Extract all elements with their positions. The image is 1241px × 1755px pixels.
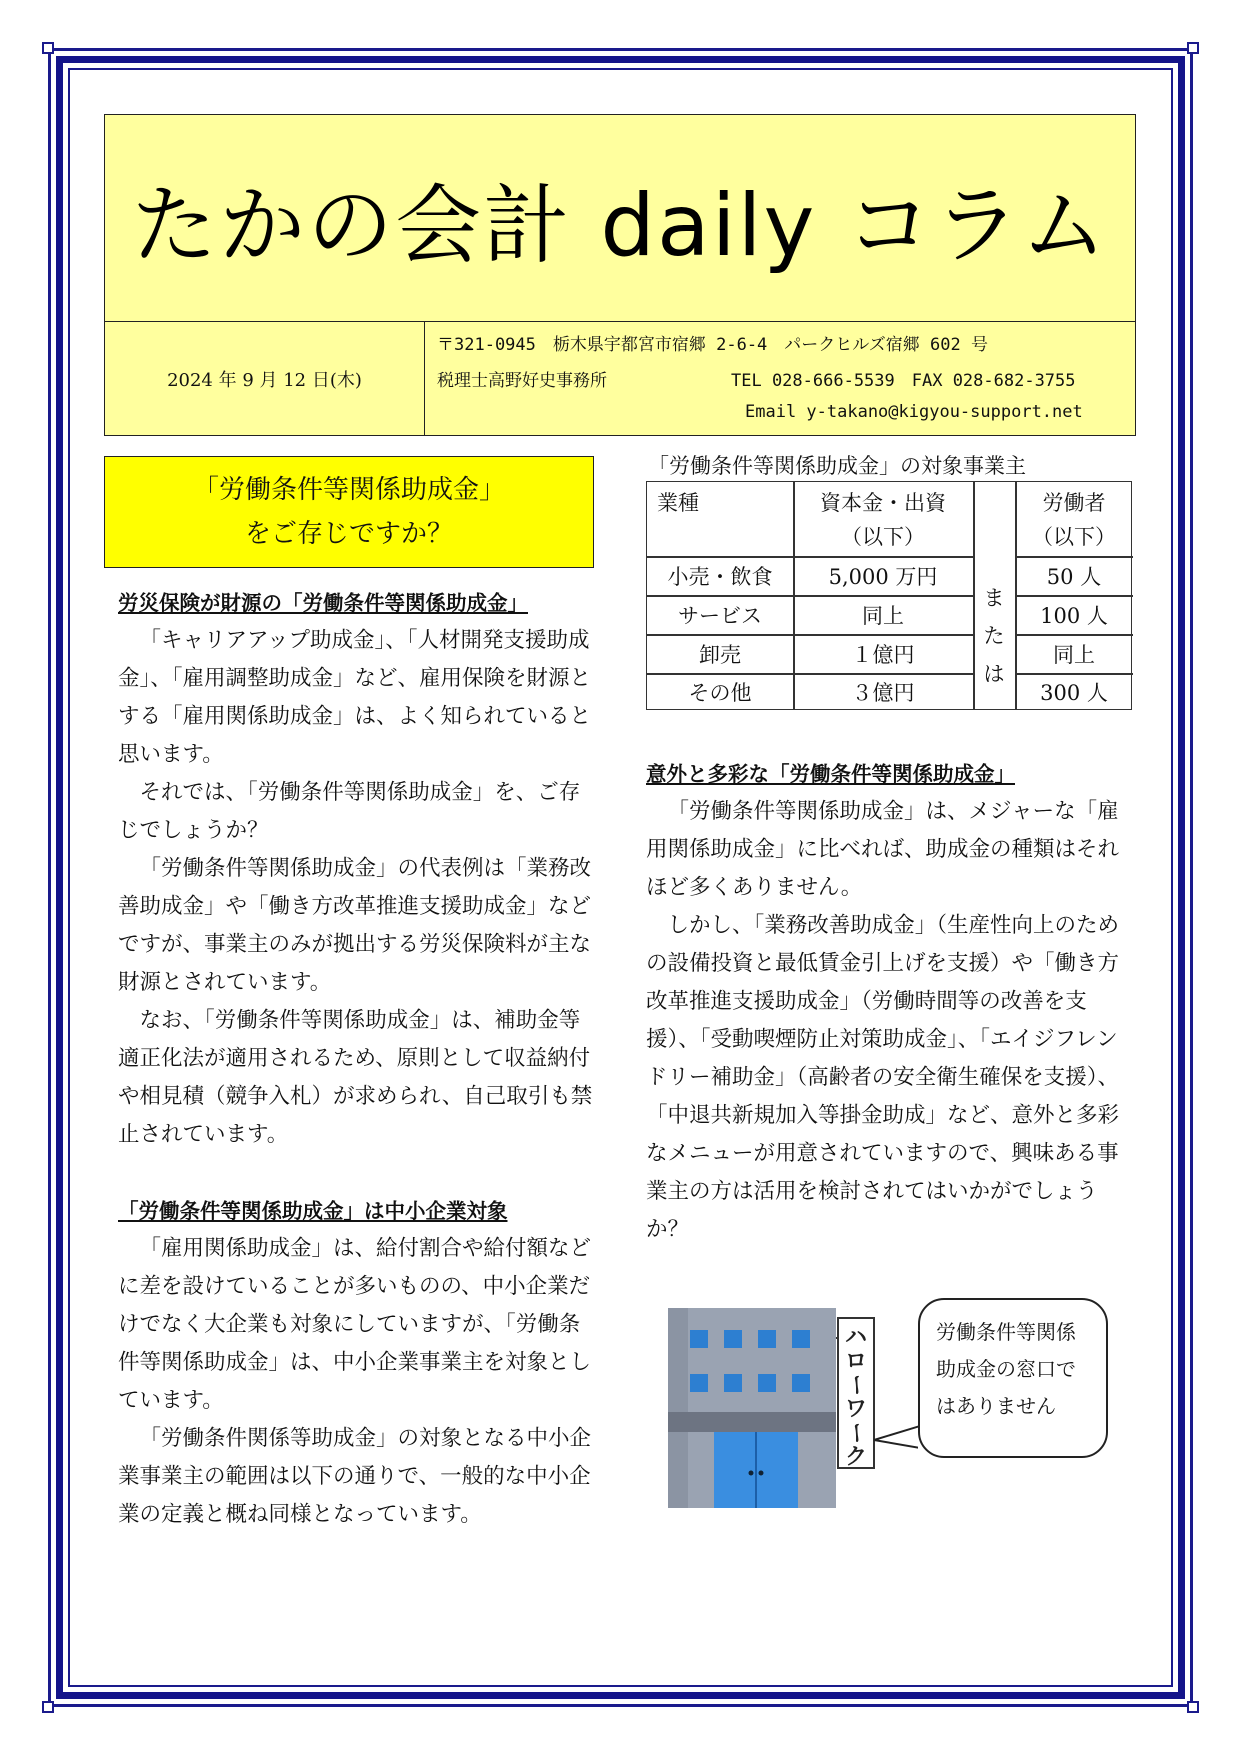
question-line-2: をご存じですか？: [244, 519, 453, 549]
question-box: [104, 456, 594, 568]
table-cell-industry: 卸売: [699, 643, 741, 667]
frame-corner: [42, 42, 54, 54]
masthead-info-row: [105, 321, 1135, 436]
building-shadow: [668, 1308, 688, 1508]
paragraph: なお、「労働条件等関係助成金」は、補助金等適正化法が適用されるため、原則として収益納付や相見積（競争入札）が求められ、自己取引も禁止されています。: [118, 1008, 593, 1147]
table-cell-capital: 同上: [862, 604, 904, 628]
table-cell-capital: ３億円: [851, 681, 915, 705]
or-label-char: ま: [983, 586, 1005, 610]
table-cell-workers: 300 人: [1040, 681, 1108, 705]
hello-work-building-illustration: [668, 1308, 918, 1508]
section-heading: 意外と多彩な「労働条件等関係助成金」: [646, 762, 1015, 786]
table-cell-workers: 50 人: [1046, 565, 1102, 589]
table-cell-industry: 小売・飲食: [667, 565, 773, 589]
sign-char: ハ: [844, 1325, 868, 1350]
header-capital-sub: （以下）: [841, 525, 925, 549]
paragraph: 「雇用関係助成金」は、給付割合や給付額などに差を設けていることが多いものの、中小企業だけでなく大企業も対象にしていますが、「労働条件等関係助成金」は、中小企業事業主を対象としています。: [118, 1236, 592, 1413]
speech-bubble: 労働条件等関係助成金の窓口ではありません: [918, 1298, 1108, 1458]
paragraph: 「労働条件等関係助成金」は、メジャーな「雇用関係助成金」に比べれば、助成金の種類はそれほど多くありません。: [646, 799, 1120, 900]
or-label-char: た: [983, 624, 1005, 648]
table-cell-capital: 5,000 万円: [828, 565, 938, 589]
masthead: [104, 114, 1136, 436]
left-column: [118, 584, 600, 1534]
eligibility-table: [646, 481, 1132, 710]
paragraph: 「キャリアアップ助成金」、「人材開発支援助成金」、「雇用調整助成金」など、雇用保険を財源とする「雇用関係助成金」は、よく知られていると思います。: [118, 628, 592, 767]
or-label-char: は: [983, 662, 1005, 686]
spacer: [118, 1154, 600, 1192]
header-industry: 業種: [657, 491, 699, 515]
section-heading: 労災保険が財源の「労働条件等関係助成金」: [118, 591, 528, 615]
office-email[interactable]: Email y-takano@kigyou-support.net: [745, 402, 1083, 422]
right-column: [646, 755, 1132, 1249]
paragraph: 「労働条件関係等助成金」の対象となる中小企業事業主の範囲は以下の通りで、一般的な中小企業の定義と概ね同様となっています。: [118, 1426, 592, 1527]
sign-char: ー: [843, 1421, 868, 1445]
paragraph: しかし、「業務改善助成金」（生産性向上のための設備投資と最低賃金引上げを支援）や「働き方改革推進支援助成金」（労働時間等の改善を支援）、「受動喫煙防止対策助成金」、「エイジフレンドリー補助金」（高齢者の安全衛生確保を支援）、「中退共新規加入等掛金助成」など、意外と多彩なメニューが用意されていますので、興味ある事業主の方は活用を検討されてはいかがでしょうか？: [646, 913, 1120, 1242]
table-cell-workers: 100 人: [1040, 604, 1108, 628]
table-cell-capital: １億円: [851, 643, 915, 667]
frame-corner: [1187, 1701, 1199, 1713]
header-capital: 資本金・出資: [820, 491, 946, 515]
issue-date: 2024 年 9 月 12 日(木): [105, 322, 425, 436]
frame-corner: [42, 1701, 54, 1713]
header-workers-sub: （以下）: [1032, 525, 1116, 549]
table-cell-workers: 同上: [1053, 643, 1095, 667]
office-address: 〒321-0945 栃木県宇都宮市宿郷 2-6-4 パークヒルズ宿郷 602 号: [437, 335, 988, 355]
table-title: 「労働条件等関係助成金」の対象事業主: [648, 454, 1026, 478]
question-line-1: 「労働条件等関係助成金」: [192, 475, 505, 505]
newsletter-title: たかの会計 daily コラム: [131, 176, 1109, 276]
table-cell-industry: サービス: [678, 604, 762, 628]
sign-char: ワ: [844, 1397, 868, 1422]
paragraph: 「労働条件等関係助成金」の代表例は「業務改善助成金」や「働き方改革推進支援助成金」などですが、事業主のみが拠出する労災保険料が主な財源とされています。: [118, 856, 592, 995]
table-cell-industry: その他: [688, 681, 752, 705]
office-name: 税理士高野好史事務所: [437, 371, 607, 391]
paragraph: それでは、「労働条件等関係助成金」を、ご存じでしょうか？: [118, 780, 581, 843]
building-awning: [668, 1412, 836, 1432]
section-heading: 「労働条件等関係助成金」は中小企業対象: [118, 1199, 508, 1223]
sign-char: ー: [843, 1373, 868, 1397]
sign-char: ク: [844, 1445, 868, 1470]
header-workers: 労働者: [1042, 491, 1106, 515]
frame-corner: [1187, 42, 1199, 54]
office-phone-fax: TEL 028-666-5539 FAX 028-682-3755: [731, 371, 1076, 391]
sign-char: ロ: [844, 1349, 868, 1374]
speech-bubble-tail: [874, 1426, 918, 1448]
